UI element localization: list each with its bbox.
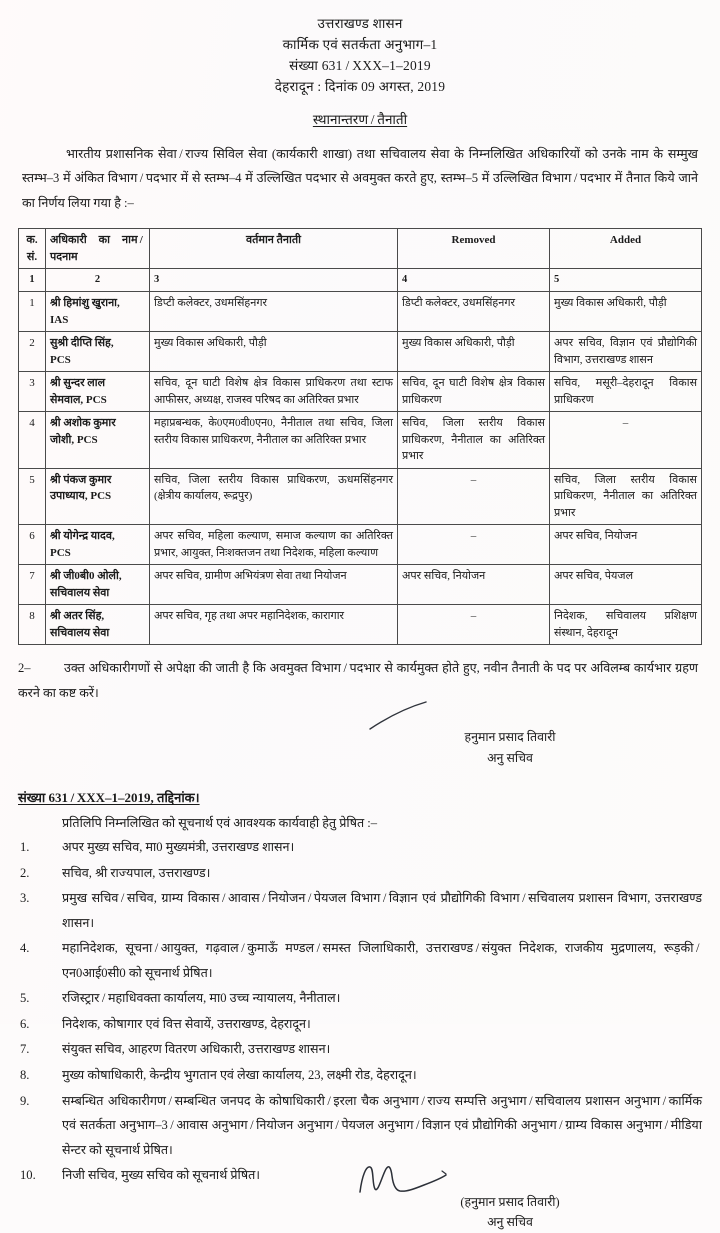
cell-officer-name xyxy=(46,468,150,525)
column-header-current-posting: वर्तमान तैनाती xyxy=(150,229,398,269)
cell-serial: 7 xyxy=(19,565,46,605)
list-item-text: अपर मुख्य सचिव, मा0 मुख्यमंत्री, उत्तराखण्ड शासन। xyxy=(62,840,295,855)
officer-name-line1: श्री सुन्दर लाल xyxy=(50,377,106,390)
cell-officer-name xyxy=(46,372,150,412)
government-name: उत्तराखण्ड शासन xyxy=(317,16,403,31)
cell-removed: – xyxy=(398,468,550,525)
list-item xyxy=(18,1037,702,1062)
column-number-4: 4 xyxy=(398,269,550,292)
clause-2-marker: 2– xyxy=(18,661,31,676)
handwritten-signature-icon xyxy=(368,701,430,731)
table-row xyxy=(19,372,702,412)
officer-name-line2: सेमवाल, PCS xyxy=(50,393,107,406)
list-item-text: सचिव, श्री राज्यपाल, उत्तराखण्ड। xyxy=(62,865,211,880)
list-item-number: 2. xyxy=(20,865,30,880)
officer-name-line2: उपाध्याय, PCS xyxy=(50,490,112,503)
officer-name-line1: श्री योगेन्द्र यादव, xyxy=(50,530,115,543)
column-header-removed: Removed xyxy=(398,229,550,269)
table-row xyxy=(19,525,702,565)
column-number-3: 3 xyxy=(150,269,398,292)
cell-current-posting: डिप्टी कलेक्टर, उधमसिंहनगर xyxy=(150,292,398,332)
officer-name-line1: श्री पंकज कुमार xyxy=(50,473,112,486)
list-item-text: सम्बन्धित अधिकारीगण / सम्बन्धित जनपद के कोषाधिकारी / इरला चैक अनुभाग / राज्य सम्पत्ति अनुभाग / सचिवालय प्रशासन अनुभाग / कार्मिक एवं सतर्कता अनुभाग–3 / आवास अनुभाग / नियोजन अनुभाग / पेयजल अनुभाग / विज्ञान एवं प्रौद्योगिकी अनुभाग / ग्राम्य विकास अनुभाग / मीडिया सेन्टर को सूचनार्थ प्रेषित। xyxy=(62,1093,702,1157)
cell-added: सचिव, जिला स्तरीय विकास प्राधिकरण, नैनीताल का अतिरिक्त प्रभार xyxy=(550,468,702,525)
cell-serial: 6 xyxy=(19,525,46,565)
officer-name-line2: जोशी, PCS xyxy=(50,433,98,446)
cell-current-posting: सचिव, जिला स्तरीय विकास प्राधिकरण, ऊधमसिंहनगर (क्षेत्रीय कार्यालय, रूद्रपुर) xyxy=(150,468,398,525)
list-item-number: 3. xyxy=(20,891,30,906)
officer-name-line1: श्री जी0बी0 ओली, xyxy=(50,570,122,583)
cell-officer-name xyxy=(46,332,150,372)
officer-name-line1: श्री अशोक कुमार xyxy=(50,417,116,430)
list-item xyxy=(18,1012,702,1037)
cell-current-posting: अपर सचिव, गृह तथा अपर महानिदेशक, कारागार xyxy=(150,605,398,645)
signature-block-bottom xyxy=(18,1192,702,1233)
cell-added: – xyxy=(550,412,702,469)
cell-added: मुख्य विकास अधिकारी, पौड़ी xyxy=(550,292,702,332)
list-item-text: महानिदेशक, सूचना / आयुक्त, गढ़वाल / कुमाऊँ मण्डल / समस्त जिलाधिकारी, उत्तराखण्ड / संयुक्त निदेशक, राजकीय मुद्रणालय, रूड़की / एन0आई0सी0 को सूचनार्थ प्रेषित। xyxy=(62,941,702,980)
column-number-1: 1 xyxy=(19,269,46,292)
place-and-date: देहरादून : दिनांक 09 अगस्त, 2019 xyxy=(274,78,446,94)
cell-added: अपर सचिव, पेयजल xyxy=(550,565,702,605)
signatory-name: (हनुमान प्रसाद तिवारी) xyxy=(460,1194,560,1209)
officer-name-line2: PCS xyxy=(50,546,71,559)
officer-name-line2: IAS xyxy=(50,313,69,326)
cell-officer-name xyxy=(46,605,150,645)
cell-serial: 8 xyxy=(19,605,46,645)
table-row xyxy=(19,292,702,332)
list-item xyxy=(18,986,702,1011)
cell-serial: 4 xyxy=(19,412,46,469)
column-header-added: Added xyxy=(550,229,702,269)
list-item-text: निजी सचिव, मुख्य सचिव को सूचनार्थ प्रेषित। xyxy=(62,1168,261,1183)
cell-current-posting: सचिव, दून घाटी विशेष क्षेत्र विकास प्राधिकरण तथा स्टाफ आफीसर, अध्यक्ष, राजस्व परिषद का अतिरिक्त प्रभार xyxy=(150,372,398,412)
cell-serial: 5 xyxy=(19,468,46,525)
cell-added: सचिव, मसूरी–देहरादून विकास प्राधिकरण xyxy=(550,372,702,412)
table-column-number-row xyxy=(19,269,702,292)
column-number-2: 2 xyxy=(46,269,150,292)
handwritten-signature-icon xyxy=(354,1162,450,1196)
cell-officer-name xyxy=(46,412,150,469)
list-item-text: निदेशक, कोषागार एवं वित्त सेवायें, उत्तराखण्ड, देहरादून। xyxy=(62,1016,311,1031)
column-number-5: 5 xyxy=(550,269,702,292)
cell-current-posting: अपर सचिव, ग्रामीण अभियंत्रण सेवा तथा नियोजन xyxy=(150,565,398,605)
officer-name-line1: श्री अतर सिंह, xyxy=(50,610,105,623)
table-header-row xyxy=(19,229,702,269)
cell-current-posting: महाप्रबन्धक, के0एम0वी0एन0, नैनीताल तथा सचिव, जिला स्तरीय विकास प्राधिकरण, नैनीताल का अतिरिक्त प्रभार xyxy=(150,412,398,469)
document-header xyxy=(18,14,702,98)
cell-current-posting: अपर सचिव, महिला कल्याण, समाज कल्याण का अतिरिक्त प्रभार, आयुक्त, निःशक्तजन तथा निदेशक, महिला कल्याण xyxy=(150,525,398,565)
list-item xyxy=(18,861,702,886)
table-row xyxy=(19,412,702,469)
list-item-number: 7. xyxy=(20,1042,30,1057)
table-row xyxy=(19,332,702,372)
cell-added: अपर सचिव, नियोजन xyxy=(550,525,702,565)
cell-officer-name xyxy=(46,565,150,605)
document-subject: स्थानान्तरण / तैनाती xyxy=(312,111,408,127)
cell-serial: 1 xyxy=(19,292,46,332)
list-item xyxy=(18,1089,702,1163)
table-row xyxy=(19,605,702,645)
copy-distribution-heading: प्रतिलिपि निम्नलिखित को सूचनार्थ एवं आवश्यक कार्यवाही हेतु प्रेषित :– xyxy=(62,816,378,831)
cell-removed: सचिव, जिला स्तरीय विकास प्राधिकरण, नैनीताल का अतिरिक्त प्रभार xyxy=(398,412,550,469)
list-item-text: रजिस्ट्रार / महाधिवक्ता कार्यालय, मा0 उच्च न्यायालय, नैनीताल। xyxy=(62,991,341,1006)
clause-2-text: उक्त अधिकारीगणों से अपेक्षा की जाती है कि अवमुक्त विभाग / पदभार से कार्यमुक्त होते हुए, नवीन तैनाती के पद पर अविलम्ब कार्यभार ग्रहण करने का कष्ट करें। xyxy=(18,661,698,700)
cell-removed: अपर सचिव, नियोजन xyxy=(398,565,550,605)
cell-officer-name xyxy=(46,292,150,332)
list-item-number: 5. xyxy=(20,991,30,1006)
list-item xyxy=(18,835,702,860)
table-row xyxy=(19,468,702,525)
officer-name-line2: PCS xyxy=(50,353,71,366)
cell-removed: – xyxy=(398,605,550,645)
list-item-number: 4. xyxy=(20,941,30,956)
column-header-serial: क. सं. xyxy=(19,229,46,269)
cell-removed: मुख्य विकास अधिकारी, पौड़ी xyxy=(398,332,550,372)
cell-added: अपर सचिव, विज्ञान एवं प्रौद्योगिकी विभाग, उत्तराखण्ड शासन xyxy=(550,332,702,372)
signatory-designation: अनु सचिव xyxy=(487,1215,533,1230)
officer-name-line1: श्री हिमांशु खुराना, xyxy=(50,297,120,310)
distribution-list xyxy=(18,835,702,1188)
clause-2-block xyxy=(18,656,702,705)
cell-added: निदेशक, सचिवालय प्रशिक्षण संस्थान, देहरादून xyxy=(550,605,702,645)
officer-name-line2: सचिवालय सेवा xyxy=(50,586,110,599)
department-name: कार्मिक एवं सतर्कता अनुभाग–1 xyxy=(282,36,438,52)
list-item xyxy=(18,886,702,935)
table-row xyxy=(19,565,702,605)
transfer-posting-table xyxy=(18,228,702,645)
officer-name-line1: सुश्री दीप्ति सिंह, xyxy=(50,337,114,350)
list-item-number: 6. xyxy=(20,1016,30,1031)
list-item-text: मुख्य कोषाधिकारी, केन्द्रीय भुगतान एवं लेखा कार्यालय, 23, लक्ष्मी रोड, देहरादून। xyxy=(62,1068,417,1083)
cell-serial: 3 xyxy=(19,372,46,412)
cell-removed: डिप्टी कलेक्टर, उधमसिंहनगर xyxy=(398,292,550,332)
officer-name-line2: सचिवालय सेवा xyxy=(50,626,110,639)
list-item-number: 10. xyxy=(20,1168,36,1183)
list-item-text: संयुक्त सचिव, आहरण वितरण अधिकारी, उत्तराखण्ड शासन। xyxy=(62,1042,331,1057)
cell-removed: सचिव, दून घाटी विशेष क्षेत्र विकास प्राधिकरण xyxy=(398,372,550,412)
signature-block-top xyxy=(18,727,702,768)
signatory-designation: अनु सचिव xyxy=(487,750,533,765)
order-number: संख्या 631 / XXX–1–2019 xyxy=(289,57,431,73)
list-item-number: 9. xyxy=(20,1093,30,1108)
list-item xyxy=(18,1063,702,1088)
list-item-number: 1. xyxy=(20,840,30,855)
signatory-name: हनुमान प्रसाद तिवारी xyxy=(464,730,556,745)
intro-paragraph: भारतीय प्रशासनिक सेवा / राज्य सिविल सेवा (कार्यकारी शाखा) तथा सचिवालय सेवा के निम्नलिखित अधिकारियों को उनके नाम के सम्मुख स्तम्भ–3 में अंकित विभाग / पदभार में से स्तम्भ–4 में उल्लिखित पदभार से अवमुक्त करते हुए, स्तम्भ–5 में उल्लिखित विभाग / पदभार में तैनात किये जाने का निर्णय लिया गया है :– xyxy=(22,146,698,210)
column-header-officer-name: अधिकारी का नाम / पदनाम xyxy=(46,229,150,269)
cell-current-posting: मुख्य विकास अधिकारी, पौड़ी xyxy=(150,332,398,372)
list-item-text: प्रमुख सचिव / सचिव, ग्राम्य विकास / आवास / नियोजन / पेयजल विभाग / विज्ञान एवं प्रौद्योगिकी विभाग / सचिवालय प्रशासन विभाग, उत्तराखण्ड शासन। xyxy=(62,891,702,930)
cell-serial: 2 xyxy=(19,332,46,372)
cell-removed: – xyxy=(398,525,550,565)
cell-officer-name xyxy=(46,525,150,565)
endorsement-number: संख्या 631 / XXX–1–2019, तद्दिनांक। xyxy=(18,790,200,806)
list-item xyxy=(18,936,702,985)
list-item-number: 8. xyxy=(20,1068,30,1083)
